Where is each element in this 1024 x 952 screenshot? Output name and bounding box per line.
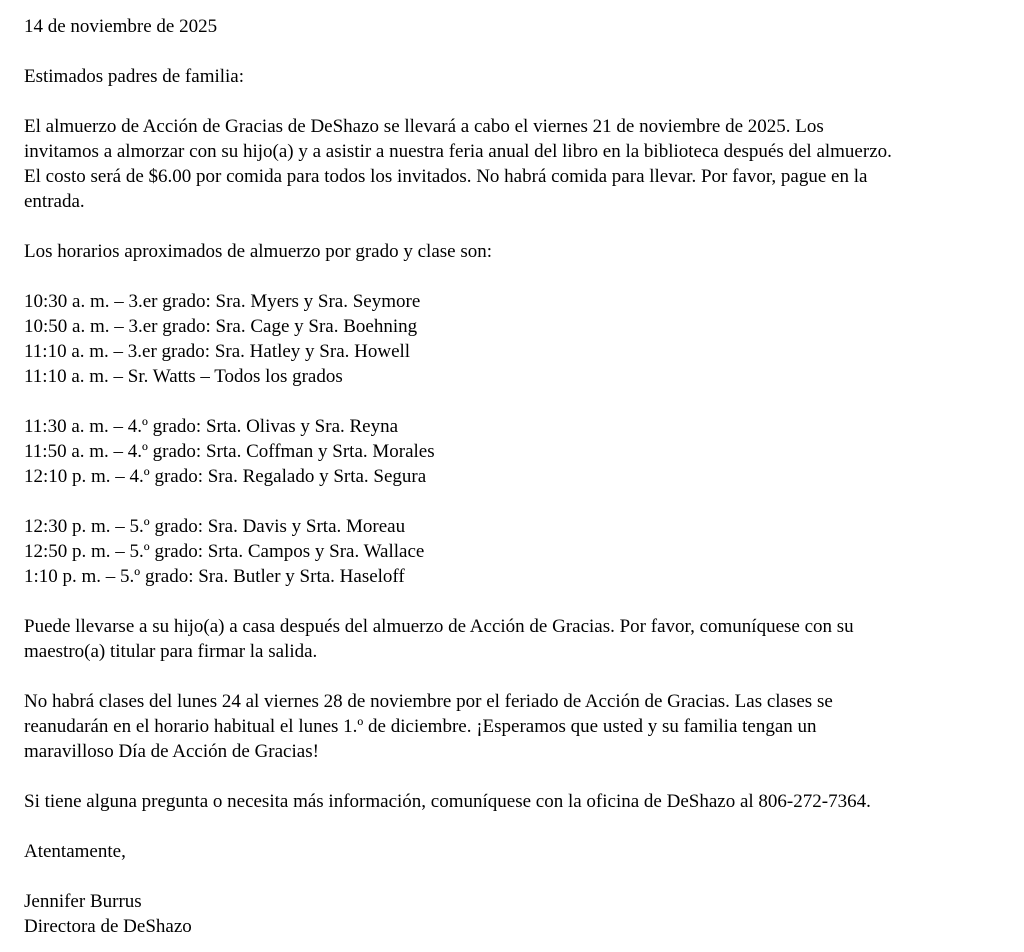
pickup-paragraph (24, 614, 1024, 664)
schedule-line: 11:10 a. m. – Sr. Watts – Todos los grados (24, 366, 343, 387)
holiday-line: maravilloso Día de Acción de Gracias! (24, 741, 319, 762)
intro-line: El almuerzo de Acción de Gracias de DeShazo se llevará a cabo el viernes 21 de noviembre de 2025. Los (24, 116, 824, 137)
schedule-line: 1:10 p. m. – 5.º grado: Sra. Butler y Srta. Haseloff (24, 566, 405, 587)
schedule-line: 12:50 p. m. – 5.º grado: Srta. Campos y Sra. Wallace (24, 541, 425, 562)
holiday-line: reanudarán en el horario habitual el lunes 1.º de diciembre. ¡Esperamos que usted y su familia tengan un (24, 716, 817, 737)
closing: Atentamente, (24, 841, 126, 862)
schedule-line: 10:30 a. m. – 3.er grado: Sra. Myers y Sra. Seymore (24, 291, 421, 312)
schedule-group-fourth-grade (24, 414, 1024, 489)
schedule-line: 11:30 a. m. – 4.º grado: Srta. Olivas y Sra. Reyna (24, 416, 399, 437)
signature-name: Jennifer Burrus (24, 891, 142, 912)
pickup-line: maestro(a) titular para firmar la salida. (24, 641, 318, 662)
letter-body (24, 14, 1024, 939)
schedule-line: 10:50 a. m. – 3.er grado: Sra. Cage y Sra. Boehning (24, 316, 418, 337)
letter-greeting: Estimados padres de familia: (24, 66, 245, 87)
schedule-line: 12:10 p. m. – 4.º grado: Sra. Regalado y Srta. Segura (24, 466, 427, 487)
intro-line: El costo será de $6.00 por comida para todos los invitados. No habrá comida para llevar. Por favor, pague en la (24, 166, 868, 187)
schedule-line: 11:10 a. m. – 3.er grado: Sra. Hatley y Sra. Howell (24, 341, 411, 362)
pickup-line: Puede llevarse a su hijo(a) a casa después del almuerzo de Acción de Gracias. Por favor, comuníquese con su (24, 616, 854, 637)
schedule-group-third-grade (24, 289, 1024, 389)
signature-title: Directora de DeShazo (24, 916, 192, 937)
intro-line: entrada. (24, 191, 85, 212)
schedule-heading: Los horarios aproximados de almuerzo por grado y clase son: (24, 241, 493, 262)
intro-line: invitamos a almorzar con su hijo(a) y a asistir a nuestra feria anual del libro en la biblioteca después del almuerzo. (24, 141, 892, 162)
intro-paragraph (24, 114, 1024, 214)
holiday-line: No habrá clases del lunes 24 al viernes 28 de noviembre por el feriado de Acción de Gracias. Las clases se (24, 691, 833, 712)
letter-date: 14 de noviembre de 2025 (24, 16, 218, 37)
schedule-line: 11:50 a. m. – 4.º grado: Srta. Coffman y Srta. Morales (24, 441, 435, 462)
contact-paragraph: Si tiene alguna pregunta o necesita más información, comuníquese con la oficina de DeShazo al 806-272-7364. (24, 791, 871, 812)
schedule-line: 12:30 p. m. – 5.º grado: Sra. Davis y Srta. Moreau (24, 516, 406, 537)
holiday-paragraph (24, 689, 1024, 764)
schedule-group-fifth-grade (24, 514, 1024, 589)
signature-block (24, 889, 1024, 939)
